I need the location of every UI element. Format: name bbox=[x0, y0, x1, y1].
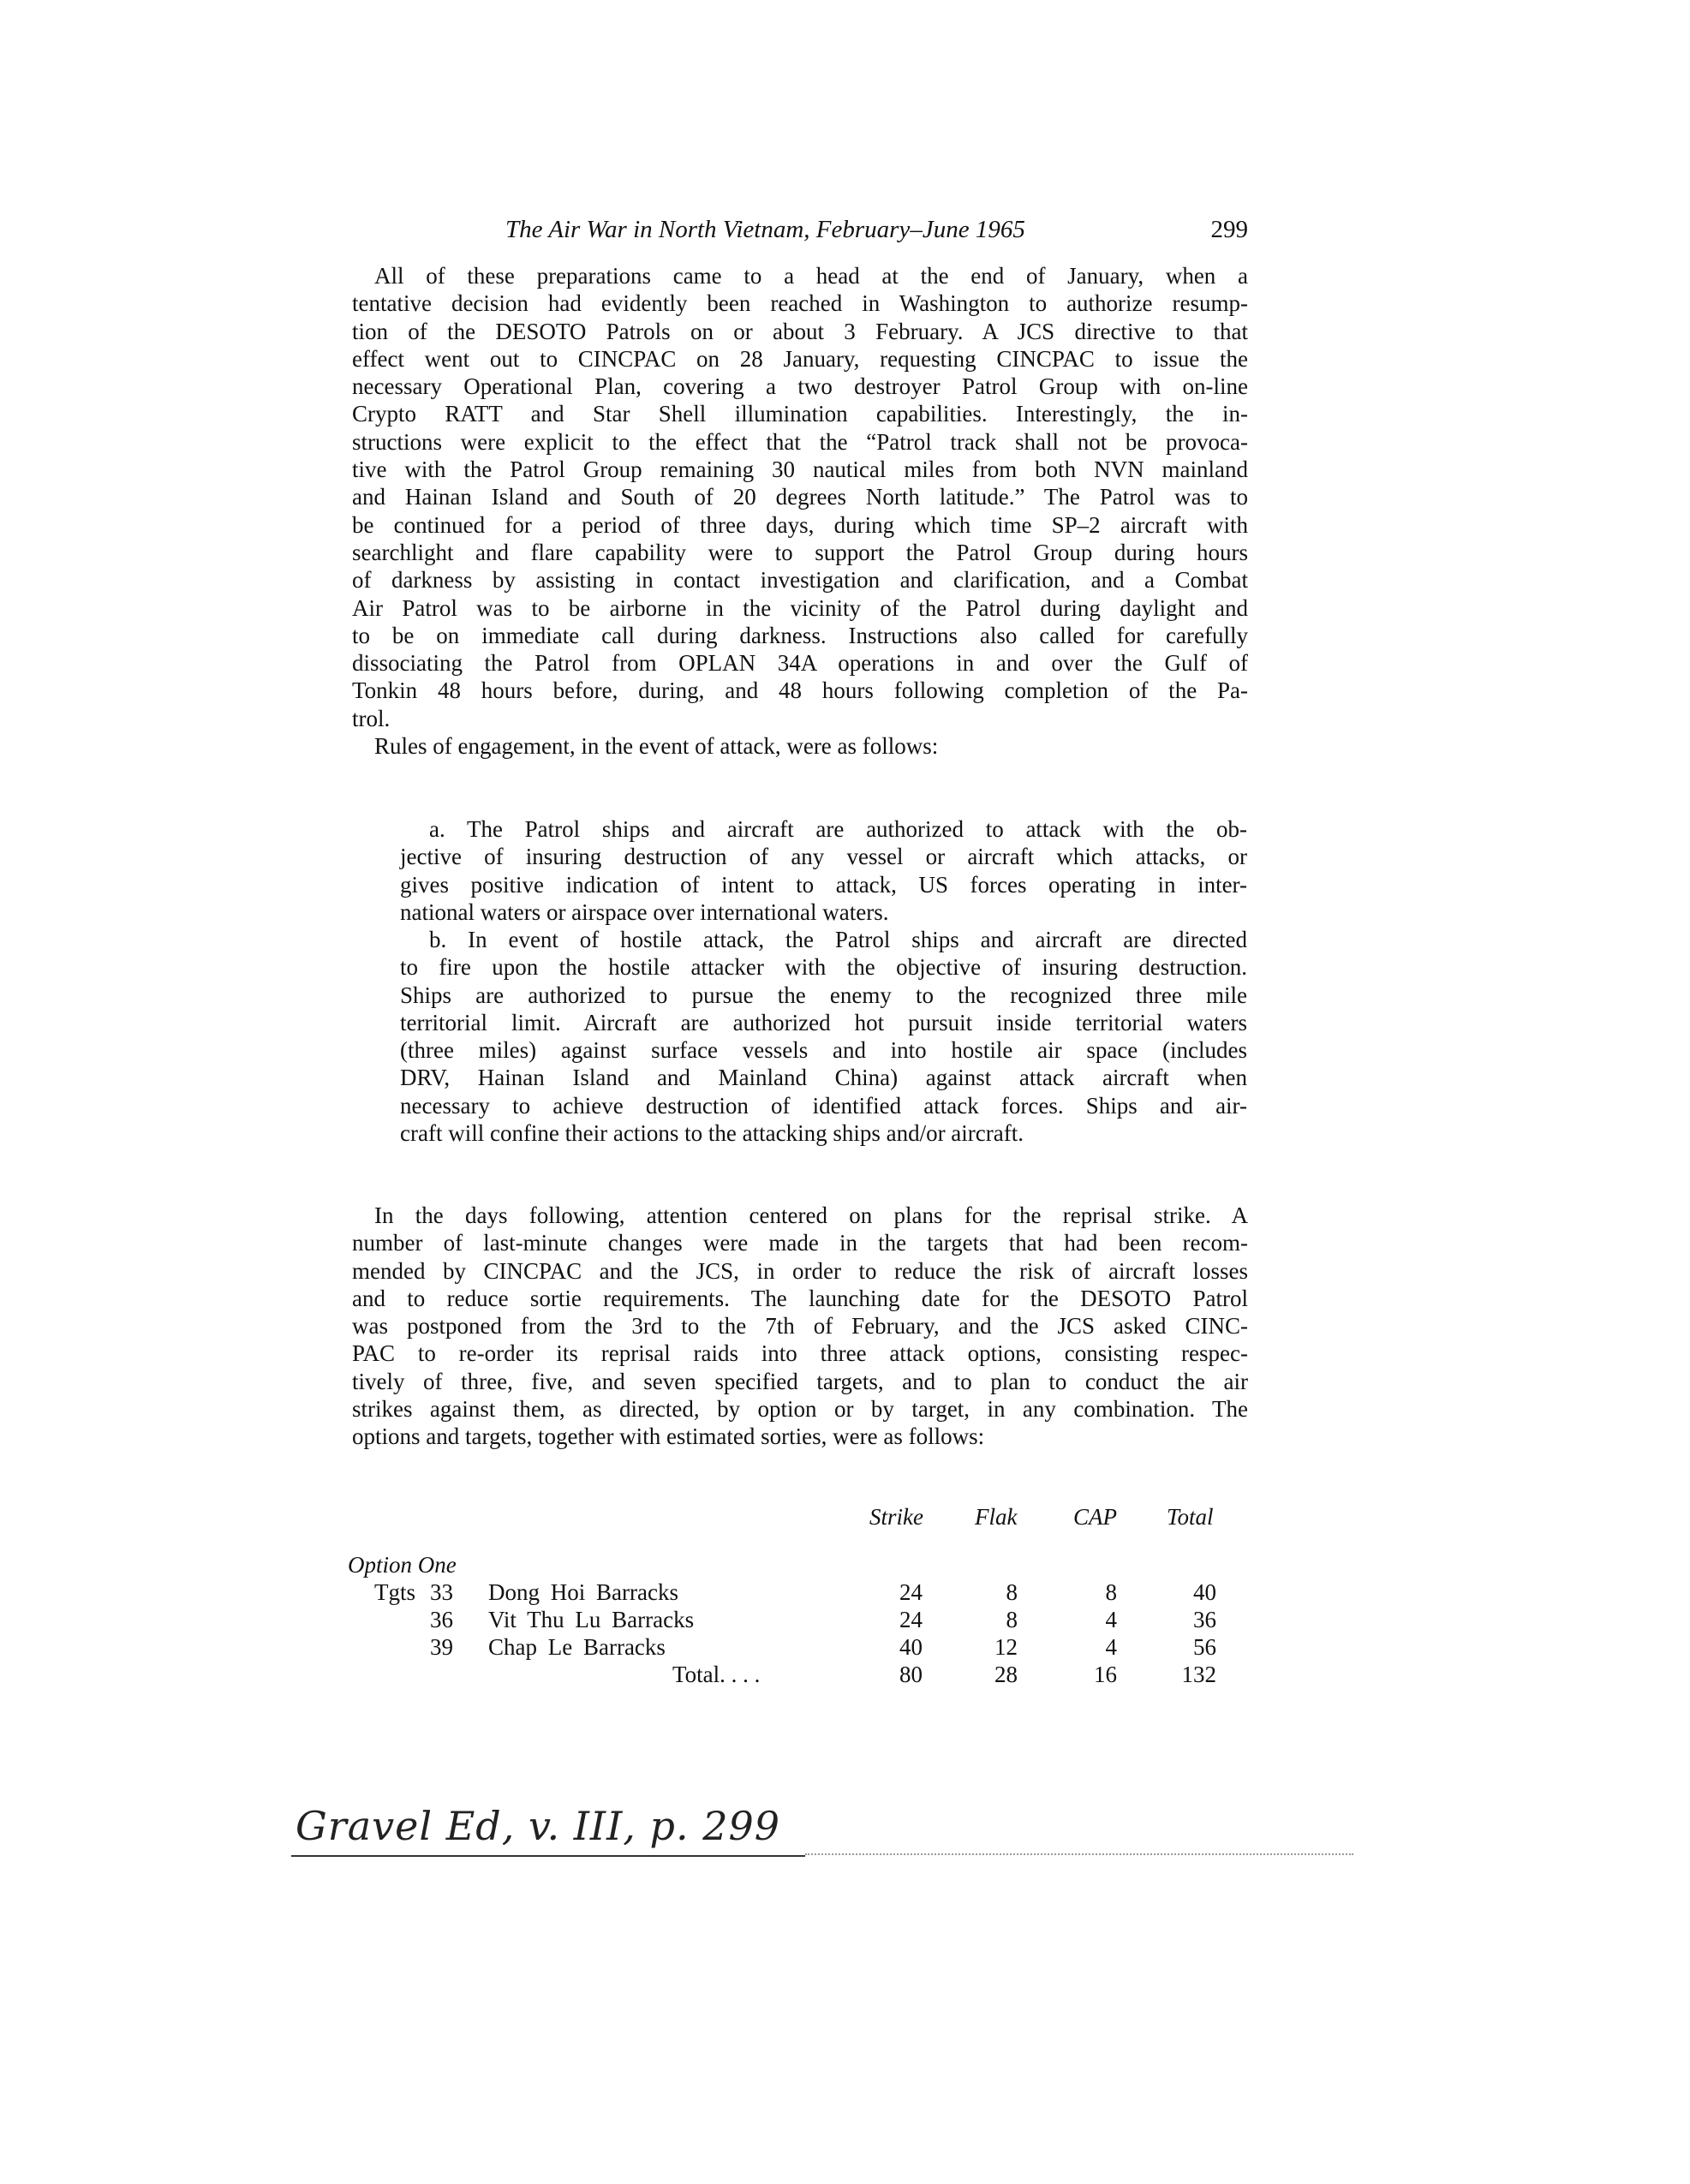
target-number: 33 bbox=[430, 1579, 453, 1605]
text-line: PAC to re-order its reprisal raids into three attack options, consisting respec- bbox=[352, 1340, 1248, 1367]
text-line: jective of insuring destruction of any vessel or aircraft which attacks, or bbox=[400, 844, 1247, 870]
col-header-flak: Flak bbox=[975, 1504, 1018, 1530]
sortie-value: 8 bbox=[1006, 1579, 1018, 1605]
text-line: options and targets, together with estimated sorties, were as follows: bbox=[352, 1423, 985, 1450]
target-number: 39 bbox=[430, 1634, 453, 1660]
col-header-total: Total bbox=[1167, 1504, 1214, 1530]
tgts-label: Tgts bbox=[374, 1579, 416, 1605]
text-line: be continued for a period of three days, during which time SP–2 aircraft with bbox=[352, 511, 1248, 538]
text-line: national waters or airspace over international waters. bbox=[400, 898, 889, 925]
text-line: of darkness by assisting in contact investigation and clarification, and a Combat bbox=[352, 567, 1248, 594]
text-line: dissociating the Patrol from OPLAN 34A operations in and over the Gulf of bbox=[352, 650, 1248, 677]
sortie-value: 40 bbox=[899, 1634, 923, 1660]
sortie-value: 24 bbox=[899, 1579, 923, 1605]
text-line: searchlight and flare capability were to support the Patrol Group during hours bbox=[352, 539, 1248, 565]
text-line: Ships are authorized to pursue the enemy to the recognized three mile bbox=[400, 982, 1247, 1008]
text-line: Air Patrol was to be airborne in the vicinity of the Patrol during daylight and bbox=[352, 594, 1248, 621]
sortie-value: 4 bbox=[1105, 1607, 1117, 1632]
text-line: tentative decision had evidently been reached in Washington to authorize resump- bbox=[352, 290, 1248, 317]
text-line: tively of three, five, and seven specified targets, and to plan to conduct the air bbox=[352, 1368, 1248, 1394]
text-line: Crypto RATT and Star Shell illumination capabilities. Interestingly, the in- bbox=[352, 401, 1248, 427]
paragraph-2 bbox=[374, 732, 938, 760]
rule-a bbox=[400, 815, 1247, 926]
text-line: to be on immediate call during darkness. Instructions also called for carefully bbox=[352, 622, 1248, 648]
text-line: mended by CINCPAC and the JCS, in order to reduce the risk of aircraft losses bbox=[352, 1257, 1248, 1284]
text-line: structions were explicit to the effect that the “Patrol track shall not be provoca- bbox=[352, 428, 1248, 455]
sortie-value: 8 bbox=[1006, 1607, 1018, 1632]
text-line: strikes against them, as directed, by option or by target, in any combination. The bbox=[352, 1396, 1248, 1423]
text-line: All of these preparations came to a head at the end of January, when a bbox=[374, 263, 1248, 289]
dotted-line bbox=[805, 1853, 1353, 1855]
paragraph-2-text: Rules of engagement, in the event of attack, were as follows: bbox=[374, 733, 939, 759]
target-name: Dong Hoi Barracks bbox=[488, 1579, 678, 1605]
text-line: (three miles) against surface vessels and into hostile air space (includes bbox=[400, 1037, 1247, 1064]
paragraph-3 bbox=[352, 1202, 1248, 1451]
text-line: DRV, Hainan Island and Mainland China) against attack aircraft when bbox=[400, 1065, 1247, 1091]
sortie-value: 4 bbox=[1105, 1634, 1117, 1660]
text-line: b. In event of hostile attack, the Patrol ships and aircraft are directed bbox=[429, 927, 1247, 952]
text-line: tion of the DESOTO Patrols on or about 3 February. A JCS directive to that bbox=[352, 318, 1248, 344]
col-header-strike: Strike bbox=[869, 1504, 923, 1530]
text-line: a. The Patrol ships and aircraft are authorized to attack with the ob- bbox=[429, 816, 1247, 842]
target-number: 36 bbox=[430, 1607, 453, 1632]
page-number: 299 bbox=[1210, 216, 1248, 243]
text-line: to fire upon the hostile attacker with the objective of insuring destruction. bbox=[400, 954, 1247, 981]
text-line: craft will confine their actions to the attacking ships and/or aircraft. bbox=[400, 1120, 1024, 1147]
total-total: 132 bbox=[1181, 1662, 1216, 1687]
sortie-value: 56 bbox=[1193, 1634, 1216, 1660]
total-cap: 16 bbox=[1094, 1662, 1117, 1687]
text-line: and Hainan Island and South of 20 degrees North latitude.” The Patrol was to bbox=[352, 484, 1248, 510]
sortie-value: 36 bbox=[1193, 1607, 1216, 1632]
running-title: The Air War in North Vietnam, February–June 1965 bbox=[505, 216, 1025, 243]
signature-line bbox=[291, 1855, 805, 1857]
total-label: Total. . . . bbox=[672, 1662, 761, 1687]
col-header-cap: CAP bbox=[1073, 1504, 1117, 1530]
sortie-value: 8 bbox=[1105, 1579, 1117, 1605]
total-strike: 80 bbox=[899, 1662, 923, 1687]
rule-b bbox=[400, 926, 1247, 1147]
option-label: Option One bbox=[348, 1552, 457, 1578]
text-line: trol. bbox=[352, 705, 391, 731]
text-line: necessary to achieve destruction of identified attack forces. Ships and air- bbox=[400, 1092, 1247, 1119]
text-line: Tonkin 48 hours before, during, and 48 hours following completion of the Pa- bbox=[352, 677, 1248, 704]
text-line: and to reduce sortie requirements. The launching date for the DESOTO Patrol bbox=[352, 1285, 1248, 1311]
text-line: necessary Operational Plan, covering a two destroyer Patrol Group with on-line bbox=[352, 373, 1248, 400]
target-name: Vit Thu Lu Barracks bbox=[488, 1607, 695, 1632]
total-flak: 28 bbox=[994, 1662, 1018, 1687]
handwritten-note: Gravel Ed, v. III, p. 299 bbox=[296, 1803, 780, 1849]
sortie-value: 40 bbox=[1193, 1579, 1216, 1605]
text-line: territorial limit. Aircraft are authorized hot pursuit inside territorial waters bbox=[400, 1009, 1247, 1035]
target-name: Chap Le Barracks bbox=[488, 1634, 666, 1660]
sortie-value: 12 bbox=[994, 1634, 1018, 1660]
text-line: number of last-minute changes were made in the targets that had been recom- bbox=[352, 1230, 1248, 1256]
text-line: In the days following, attention centered on plans for the reprisal strike. A bbox=[374, 1202, 1248, 1228]
sortie-value: 24 bbox=[899, 1607, 923, 1632]
text-line: tive with the Patrol Group remaining 30 nautical miles from both NVN mainland bbox=[352, 456, 1248, 483]
text-line: gives positive indication of intent to attack, US forces operating in inter- bbox=[400, 871, 1247, 898]
paragraph-1 bbox=[352, 262, 1248, 732]
text-line: was postponed from the 3rd to the 7th of February, and the JCS asked CINC- bbox=[352, 1313, 1248, 1340]
text-line: effect went out to CINCPAC on 28 January, requesting CINCPAC to issue the bbox=[352, 345, 1248, 372]
